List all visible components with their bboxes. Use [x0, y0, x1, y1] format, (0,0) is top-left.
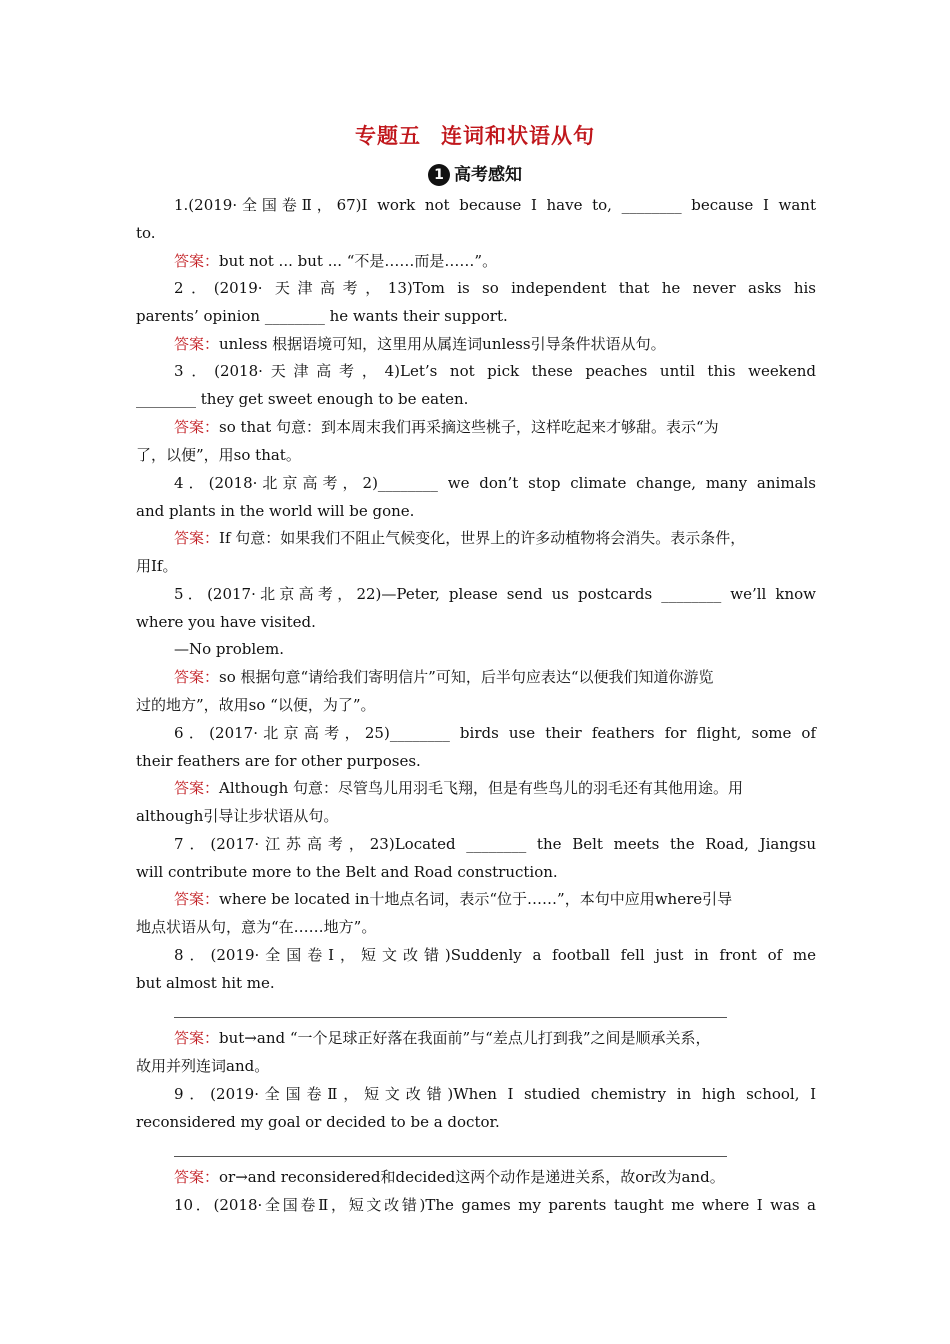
answer-7-text: where be located in十地点名词，表示“位于……”，本句中应用where引导: [219, 890, 733, 908]
answer-3-line-2: 了，以便”，用so that。: [136, 446, 301, 464]
answer-blank-line: [174, 1017, 727, 1018]
answer-2-text: unless 根据语境可知，这里用从属连词unless引导条件状语从句。: [219, 335, 666, 353]
section-label: 高考感知: [454, 165, 522, 185]
question-6-line-1: 6．(2017·北京高考，25)________ birds use their feathers for flight, some of: [174, 724, 816, 742]
answer-1-text: but not ... but ... “不是……而是……”。: [219, 252, 498, 270]
question-2-line-2: parents’ opinion ________ he wants their support.: [136, 307, 508, 325]
answer-2: [174, 334, 816, 354]
question-7-line-2: will contribute more to the Belt and Road construction.: [136, 863, 558, 881]
answer-4: [174, 528, 816, 548]
answer-7-line-2: 地点状语从句，意为“在……地方”。: [136, 918, 377, 936]
title-topic-number: 专题五: [355, 124, 421, 148]
answer-4-text: If 句意：如果我们不阻止气候变化，世界上的许多动植物将会消失。表示条件，: [219, 529, 746, 547]
question-8-line-2: but almost hit me.: [136, 974, 275, 992]
section-heading: [0, 160, 950, 186]
answer-blank-line: [174, 1156, 727, 1157]
answer-label: 答案：: [174, 1168, 220, 1186]
answer-8-line-2: 故用并列连词and。: [136, 1057, 270, 1075]
question-4-line-1: 4．(2018·北京高考，2)________ we don’t stop climate change, many animals: [174, 474, 816, 492]
answer-label: 答案：: [174, 529, 220, 547]
answer-6-text: Although 句意：尽管鸟儿用羽毛飞翔，但是有些鸟儿的羽毛还有其他用途。用: [219, 779, 744, 797]
question-8-line-1: 8．(2019·全国卷Ⅰ，短文改错)Suddenly a football fell just in front of me: [174, 946, 816, 964]
answer-label: 答案：: [174, 335, 220, 353]
answer-4-line-2: 用If。: [136, 557, 178, 575]
question-10-line-1: 10．(2018·全国卷Ⅱ，短文改错)The games my parents taught me where I was a: [174, 1196, 816, 1214]
answer-label: 答案：: [174, 418, 220, 436]
answer-9: [174, 1167, 816, 1187]
title-topic-name: 连词和状语从句: [441, 124, 595, 148]
answer-6-line-2: although引导让步状语从句。: [136, 807, 339, 825]
answer-7: [174, 889, 816, 909]
answer-9-text: or→and reconsidered和decided这两个动作是递进关系，故or改为and。: [219, 1168, 725, 1186]
question-4-line-2: and plants in the world will be gone.: [136, 502, 415, 520]
answer-1: [174, 251, 816, 271]
question-9-line-1: 9．(2019·全国卷Ⅱ，短文改错)When I studied chemistry in high school, I: [174, 1085, 816, 1103]
question-9-line-2: reconsidered my goal or decided to be a doctor.: [136, 1113, 500, 1131]
answer-label: 答案：: [174, 668, 220, 686]
question-7-line-1: 7．(2017·江苏高考，23)Located ________ the Belt meets the Road, Jiangsu: [174, 835, 816, 853]
answer-3-text: so that 句意：到本周末我们再采摘这些桃子，这样吃起来才够甜。表示“为: [219, 418, 719, 436]
question-5-line-3: —No problem.: [174, 640, 284, 658]
answer-5: [174, 667, 816, 687]
answer-6: [174, 778, 816, 798]
question-5-line-1: 5．(2017·北京高考，22)—Peter, please send us postcards ________ we’ll know: [174, 585, 816, 603]
answer-8: [174, 1028, 816, 1048]
section-number-badge: 1: [428, 164, 450, 186]
question-1-line-1: 1.(2019·全国卷Ⅱ，67)I work not because I have to, ________ because I want: [174, 196, 816, 214]
question-1-line-2: to.: [136, 224, 156, 242]
answer-label: 答案：: [174, 890, 220, 908]
answer-label: 答案：: [174, 779, 220, 797]
question-3-line-2: ________ they get sweet enough to be eaten.: [136, 390, 469, 408]
answer-8-text: but→and “一个足球正好落在我面前”与“差点儿打到我”之间是顺承关系，: [219, 1029, 711, 1047]
question-3-line-1: 3．(2018·天津高考，4)Let’s not pick these peaches until this weekend: [174, 362, 816, 380]
answer-label: 答案：: [174, 1029, 220, 1047]
page-title: [0, 120, 950, 150]
question-2-line-1: 2．(2019· 天津高考，13)Tom is so independent that he never asks his: [174, 279, 816, 297]
answer-5-text: so 根据句意“请给我们寄明信片”可知，后半句应表达“以便我们知道你游览: [219, 668, 714, 686]
answer-3: [174, 417, 816, 437]
question-6-line-2: their feathers are for other purposes.: [136, 752, 421, 770]
answer-label: 答案：: [174, 252, 220, 270]
answer-5-line-2: 过的地方”，故用so “以便，为了”。: [136, 696, 376, 714]
question-5-line-2: where you have visited.: [136, 613, 316, 631]
